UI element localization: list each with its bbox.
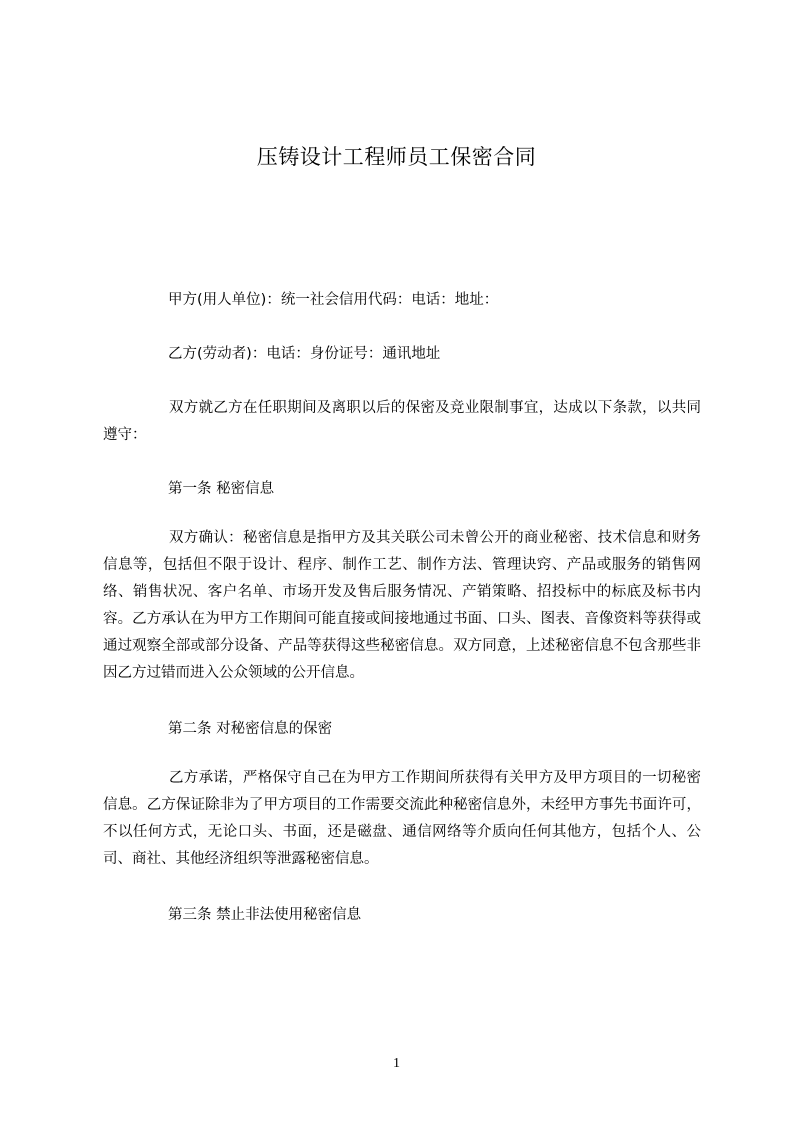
article-2-body: 乙方承诺，严格保守自己在为甲方工作期间所获得有关甲方及甲方项目的一切秘密信息。乙方保证除非为了甲方项目的工作需要交流此种秘密信息外，未经甲方事先书面许可，不以任何方式，无论口头、书面，还是磁盘、通信网络等介质向任何其他方，包括个人、公司、商社、其他经济组织等泄露秘密信息。 <box>103 770 701 867</box>
page-number: 1 <box>393 1056 400 1071</box>
intro-paragraph: 双方就乙方在任职期间及离职以后的保密及竞业限制事宜，达成以下条款，以共同遵守： <box>103 400 701 443</box>
document-title: 压铸设计工程师员工保密合同 <box>256 145 537 169</box>
article-1-body: 双方确认：秘密信息是指甲方及其关联公司未曾公开的商业秘密、技术信息和财务信息等，包括但不限于设计、程序、制作工艺、制作方法、管理诀窍、产品或服务的销售网络、销售状况、客户名单、市场开发及售后服务情况、产销策略、招投标中的标底及标书内容。乙方承认在为甲方工作期间可能直接或间接地通过书面、口头、图表、音像资料等获得或通过观察全部或部分设备、产品等获得这些秘密信息。双方同意，上述秘密信息不包含那些非因乙方过错而进入公众领域的公开信息。 <box>103 530 701 681</box>
article-2-heading: 第二条 对秘密信息的保密 <box>168 721 333 737</box>
party-b-line: 乙方(劳动者)：电话：身份证号：通讯地址 <box>168 346 441 362</box>
party-a-line: 甲方(用人单位)：统一社会信用代码：电话：地址： <box>168 292 499 308</box>
article-1-heading: 第一条 秘密信息 <box>168 481 275 497</box>
article-3-heading: 第三条 禁止非法使用秘密信息 <box>168 907 362 923</box>
